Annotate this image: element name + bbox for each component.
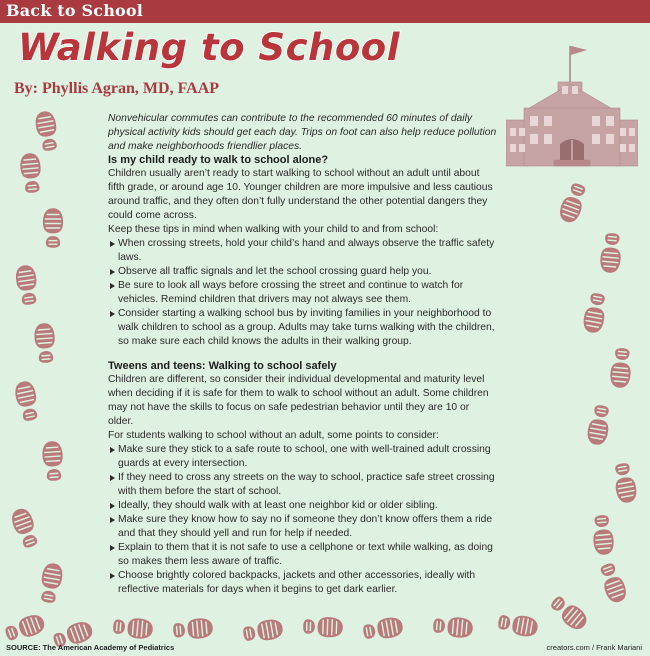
footprint-icon <box>32 322 58 365</box>
footprint-icon <box>111 615 154 642</box>
section2-tips-list <box>108 443 496 597</box>
footprint-icon <box>496 610 541 640</box>
footprint-icon <box>610 461 640 506</box>
footprint-icon <box>13 263 42 307</box>
footprint-icon <box>36 561 66 606</box>
footprint-icon <box>18 151 45 194</box>
list-item: Explain to them that it is not safe to use a cellphone or text while walking, as doing so makes them less aware of traffic. <box>108 541 496 569</box>
list-item: If they need to cross any streets on the way to school, practice safe street crossing with them before the start of school. <box>108 471 496 499</box>
page-title: Walking to School <box>18 26 400 69</box>
footprint-icon <box>580 291 610 336</box>
section2-heading: Tweens and teens: Walking to school safely <box>108 360 337 372</box>
footprint-icon <box>241 616 286 646</box>
header-bar <box>0 0 650 23</box>
intro-text: Nonvehicular commutes can contribute to the recommended 60 minutes of daily physical activity kids should get each day. Trips on foot can also help reduce pollution and make neighborhoods friendlier places. <box>108 113 497 152</box>
list-item: Make sure they stick to a safe route to school, one with well-trained adult crossing guards at every intersection. <box>108 443 496 471</box>
footprint-icon <box>608 346 635 389</box>
footprint-icon <box>598 231 625 274</box>
artist-credit: creators.com / Frank Mariani <box>546 643 642 652</box>
footprint-icon <box>361 614 406 644</box>
list-item: Observe all traffic signals and let the school crossing guard help you. <box>108 265 496 279</box>
section-ready-to-walk <box>108 153 496 349</box>
footprint-icon <box>595 560 631 607</box>
footprint-icon <box>11 378 42 423</box>
byline: By: Phyllis Agran, MD, FAAP <box>14 80 220 97</box>
footprint-icon <box>546 591 593 636</box>
footprint-icon <box>2 610 49 646</box>
footprint-icon <box>590 513 617 556</box>
footprint-icon <box>7 505 43 552</box>
source-credit: SOURCE: The American Academy of Pediatrics <box>6 643 175 652</box>
section1-paragraph-2: Keep these tips in mind when walking with your child to and from school: <box>108 224 439 235</box>
list-item: Consider starting a walking school bus by inviting families in your neighborhood to walk children to school as a group. Adults may take turns walking with the children, so make sure each child knows the adults in their walking group. <box>108 307 496 349</box>
section1-tips-list <box>108 237 496 349</box>
section1-heading: Is my child ready to walk to school alone? <box>108 154 329 166</box>
section1-paragraph-1: Children usually aren’t ready to start walking to school without an adult until about fifth grade, or around age 10. Younger children are more impulsive and less cautious around traffic, and they often don’t fully understand the other potential dangers they could come across. <box>108 168 493 221</box>
list-item: Make sure they know how to say no if someone they don’t know offers them a ride and that they should yell and run for help if needed. <box>108 513 496 541</box>
footprint-icon <box>32 109 62 154</box>
list-item: Ideally, they should walk with at least one neighbor kid or older sibling. <box>108 499 496 513</box>
footprint-icon <box>41 207 64 248</box>
footprint-icon <box>40 440 66 483</box>
footprint-icon <box>584 403 614 448</box>
footprint-icon <box>171 616 214 643</box>
footprint-icon <box>302 615 344 640</box>
section-tweens-teens <box>108 359 496 597</box>
schoolhouse-icon <box>506 40 638 170</box>
header-label: Back to School <box>6 1 144 20</box>
list-item: Be sure to look all ways before crossing the street and continue to watch for vehicles. Remind children that drivers may not always see them. <box>108 279 496 307</box>
list-item: Choose brightly colored backpacks, jackets and other accessories, ideally with reflective materials for days when it begins to get dark earlier. <box>108 569 496 597</box>
footprint-icon <box>431 614 474 641</box>
section2-paragraph-1: Children are different, so consider their individual developmental and maturity level when deciding if it is safe for them to walk to school without an adult. Some children may not have the skills to focus on safe pedestrian behavior until they are 10 or older. <box>108 374 489 427</box>
list-item: When crossing streets, hold your child’s hand and always observe the traffic safety laws. <box>108 237 496 265</box>
section2-paragraph-2: For students walking to school without an adult, some points to consider: <box>108 430 439 441</box>
footprint-icon <box>555 180 591 227</box>
